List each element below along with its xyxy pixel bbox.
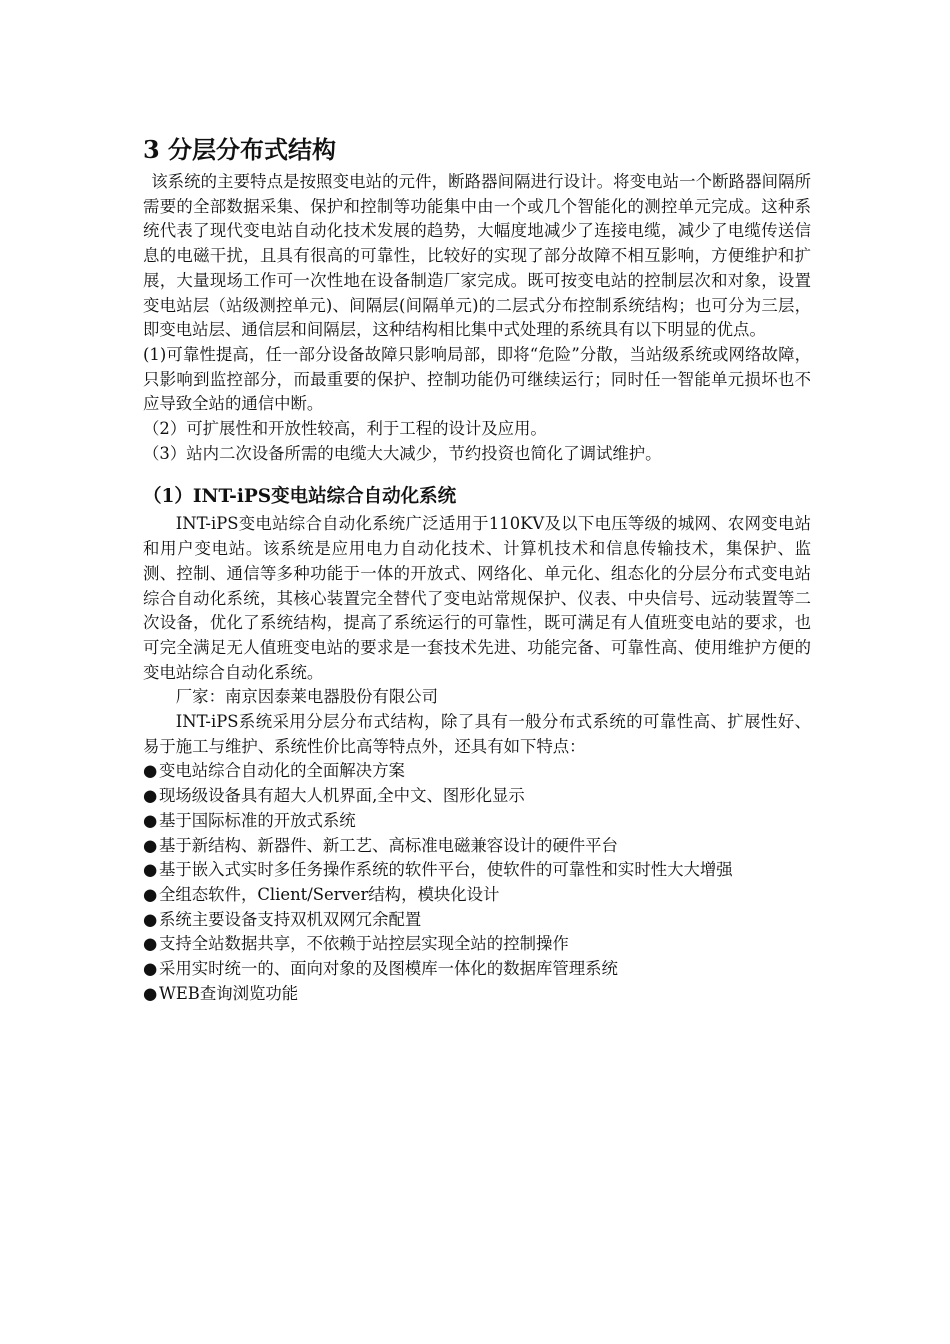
features-intro-paragraph: INT-iPS系统采用分层分布式结构，除了具有一般分布式系统的可靠性高、扩展性好、易于施工与维护、系统性价比高等特点外，还具有如下特点： (143, 712, 811, 756)
section-heading: 3 分层分布式结构 (143, 135, 337, 164)
list-item: ● 变电站综合自动化的全面解决方案 (143, 759, 811, 784)
list-item: ● 基于国际标准的开放式系统 (143, 809, 811, 834)
list-item: ● 支持全站数据共享，不依赖于站控层实现全站的控制操作 (143, 932, 811, 957)
section-intro-paragraph: 该系统的主要特点是按照变电站的元件，断路器间隔进行设计。将变电站一个断路器间隔所需要的全部数据采集、保护和控制等功能集中由一个或几个智能化的测控单元完成。这种系统代表了现代变电站自动化技术发展的趋势，大幅度地减少了连接电缆，减少了电缆传送信息的电磁干扰，且具有很高的可靠性，比较好的实现了部分故障不相互影响，方便维护和扩展，大量现场工作可一次性地在设备制造厂家完成。既可按变电站的控制层次和对象，设置变电站层（站级测控单元)、间隔层(间隔单元)的二层式分布控制系统结构；也可分为三层，即变电站层、通信层和间隔层，这种结构相比集中式处理的系统具有以下明显的优点。 (143, 172, 811, 340)
list-item: ● 基于新结构、新器件、新工艺、高标准电磁兼容设计的硬件平台 (143, 834, 811, 859)
bullet-icon: ● (143, 860, 158, 880)
list-item: ● WEB查询浏览功能 (143, 982, 811, 1007)
list-item: ● 全组态软件，Client/Server结构，模块化设计 (143, 883, 811, 908)
bullet-icon: ● (143, 934, 158, 954)
advantage-item-2: （2）可扩展性和开放性较高，利于工程的设计及应用。 (143, 419, 547, 439)
bullet-icon: ● (143, 959, 158, 979)
feature-list (143, 759, 811, 1006)
subsection-heading: （1）INT-iPS变电站综合自动化系统 (143, 486, 457, 508)
bullet-icon: ● (143, 786, 158, 806)
bullet-icon: ● (143, 761, 158, 781)
document-page (143, 132, 811, 1007)
bullet-icon: ● (143, 884, 158, 904)
list-item: ● 现场级设备具有超大人机界面,全中文、图形化显示 (143, 784, 811, 809)
bullet-icon: ● (143, 810, 158, 830)
bullet-icon: ● (143, 835, 158, 855)
list-item: ● 基于嵌入式实时多任务操作系统的软件平台，使软件的可靠性和实时性大大增强 (143, 858, 811, 883)
advantage-item-1: (1)可靠性提高，任一部分设备故障只影响局部，即将“危险”分散，当站级系统或网络故障，只影响到监控部分，而最重要的保护、控制功能仍可继续运行；同时任一智能单元损坏也不应导致全站的通信中断。 (143, 344, 811, 414)
bullet-icon: ● (143, 983, 158, 1003)
system-description-paragraph: INT-iPS变电站综合自动化系统广泛适用于110KV及以下电压等级的城网、农网变电站和用户变电站。该系统是应用电力自动化技术、计算机技术和信息传输技术，集保护、监测、控制、通信等多种功能于一体的开放式、网络化、单元化、组态化的分层分布式变电站综合自动化系统，其核心装置完全替代了变电站常规保护、仪表、中央信号、远动装置等二次设备，优化了系统结构，提高了系统运行的可靠性，既可满足有人值班变电站的要求，也可完全满足无人值班变电站的要求是一套技术先进、功能完备、可靠性高、使用维护方便的变电站综合自动化系统。 (143, 514, 811, 682)
list-item: ● 系统主要设备支持双机双网冗余配置 (143, 908, 811, 933)
bullet-icon: ● (143, 909, 158, 929)
list-item: ● 采用实时统一的、面向对象的及图模库一体化的数据库管理系统 (143, 957, 811, 982)
manufacturer-line: 厂家：南京因泰莱电器股份有限公司 (175, 687, 439, 707)
advantage-item-3: （3）站内二次设备所需的电缆大大减少，节约投资也简化了调试维护。 (143, 443, 662, 463)
